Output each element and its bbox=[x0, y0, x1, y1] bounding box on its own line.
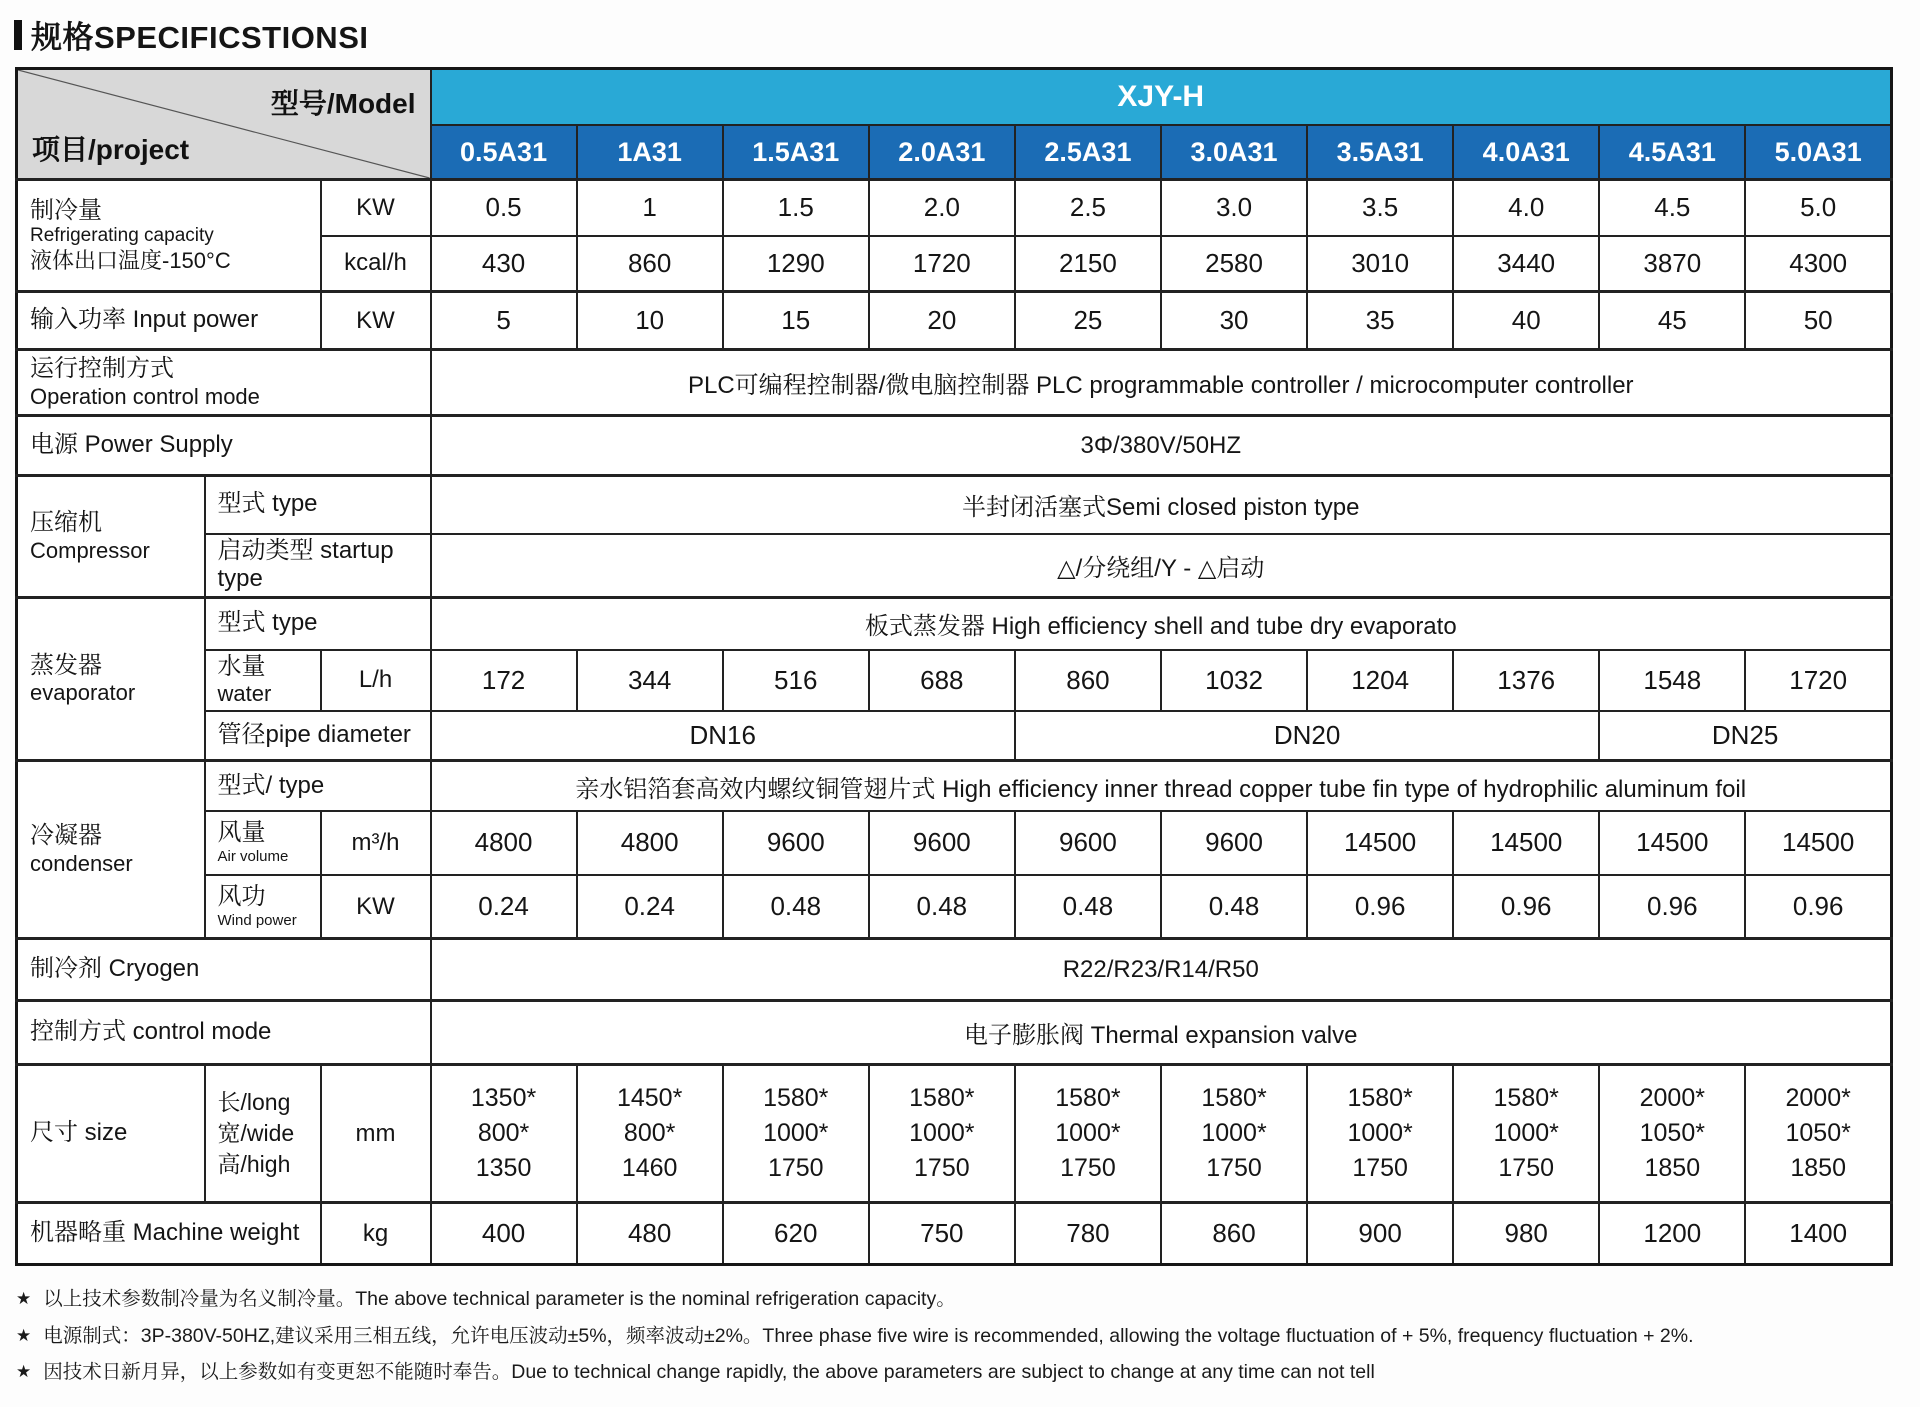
condenser-air-label bbox=[205, 811, 321, 875]
cryogen-label: 制冷剂 Cryogen bbox=[17, 939, 431, 1001]
size-value-cell bbox=[1015, 1065, 1161, 1203]
value-cell: 860 bbox=[577, 236, 723, 292]
operation-control-label bbox=[17, 350, 431, 416]
value-cell: 5.0 bbox=[1745, 180, 1891, 236]
value-cell: 4800 bbox=[577, 811, 723, 875]
size-wide: 1000* bbox=[1493, 1119, 1559, 1148]
operation-control-label-cn: 运行控制方式 bbox=[30, 354, 174, 382]
value-cell: 0.24 bbox=[431, 875, 577, 939]
size-value-cell bbox=[1161, 1065, 1307, 1203]
row-operation-control bbox=[17, 350, 1892, 416]
size-high: 1750 bbox=[1352, 1154, 1408, 1183]
size-long: 1580* bbox=[1493, 1084, 1559, 1113]
value-cell: 20 bbox=[869, 292, 1015, 350]
value-cell: 10 bbox=[577, 292, 723, 350]
capacity-kcal-unit: kcal/h bbox=[321, 236, 431, 292]
size-wide: 1000* bbox=[1055, 1119, 1121, 1148]
value-cell: 50 bbox=[1745, 292, 1891, 350]
value-cell: 4.0 bbox=[1453, 180, 1599, 236]
value-cell: 3870 bbox=[1599, 236, 1745, 292]
value-cell: 3010 bbox=[1307, 236, 1453, 292]
condenser-wind-label bbox=[205, 875, 321, 939]
size-high: 1850 bbox=[1644, 1154, 1701, 1183]
size-unit: mm bbox=[321, 1065, 431, 1203]
row-compressor-type bbox=[17, 476, 1892, 534]
value-cell: 0.48 bbox=[1161, 875, 1307, 939]
compressor-group-label bbox=[17, 476, 205, 598]
value-cell: 750 bbox=[869, 1203, 1015, 1265]
model-header: 0.5A31 bbox=[431, 125, 577, 180]
value-cell: 0.48 bbox=[723, 875, 869, 939]
row-condenser-wind-power bbox=[17, 875, 1892, 939]
value-cell: 0.48 bbox=[1015, 875, 1161, 939]
row-evaporator-water bbox=[17, 650, 1892, 711]
footnote-text: 电源制式：3P-380V-50HZ,建议采用三相五线，允许电压波动±5%，频率波动±2%。Three phase five wire is recommended, allowing the voltage fluctuation of + 5%, frequency fluctuation + 2%. bbox=[43, 1324, 1694, 1347]
size-high: 1750 bbox=[1206, 1154, 1262, 1183]
footnote-line bbox=[16, 1286, 1920, 1313]
value-cell: 3.5 bbox=[1307, 180, 1453, 236]
weight-unit: kg bbox=[321, 1203, 431, 1265]
row-size bbox=[17, 1065, 1892, 1203]
value-cell: 5 bbox=[431, 292, 577, 350]
value-cell: 4.5 bbox=[1599, 180, 1745, 236]
value-cell: 25 bbox=[1015, 292, 1161, 350]
value-cell: 688 bbox=[869, 650, 1015, 711]
power-supply-value: 3Φ/380V/50HZ bbox=[431, 416, 1892, 476]
value-cell: 14500 bbox=[1745, 811, 1891, 875]
size-long: 2000* bbox=[1785, 1084, 1851, 1113]
power-supply-label: 电源 Power Supply bbox=[17, 416, 431, 476]
condenser-wind-label-cn: 风功 bbox=[217, 883, 266, 911]
value-cell: 1 bbox=[577, 180, 723, 236]
footnote-text: 以上技术参数制冷量为名义制冷量。The above technical parameter is the nominal refrigeration capacity。 bbox=[43, 1288, 956, 1311]
condenser-type-label: 型式/ type bbox=[205, 761, 431, 811]
compressor-label-en: Compressor bbox=[30, 537, 150, 563]
model-header: 3.5A31 bbox=[1307, 125, 1453, 180]
size-long: 1350* bbox=[470, 1084, 537, 1113]
condenser-label-cn: 冷凝器 bbox=[30, 822, 102, 850]
size-dim-wide: 宽/wide bbox=[217, 1120, 295, 1147]
size-wide: 1000* bbox=[763, 1119, 829, 1148]
compressor-startup-value: △/分绕组/Y - △启动 bbox=[431, 534, 1892, 598]
size-high: 1750 bbox=[1498, 1154, 1555, 1183]
value-cell: 1400 bbox=[1745, 1203, 1891, 1265]
condenser-type-value: 亲水铝箔套高效内螺纹铜管翅片式 High efficiency inner thread copper tube fin type of hydrophilic aluminum foil bbox=[431, 761, 1892, 811]
corner-model-label: 型号/Model bbox=[270, 88, 416, 119]
size-value-cell bbox=[577, 1065, 723, 1203]
size-high: 1750 bbox=[1060, 1154, 1116, 1183]
size-wide: 1050* bbox=[1639, 1119, 1705, 1148]
size-wide: 800* bbox=[623, 1119, 676, 1148]
evaporator-type-value: 板式蒸发器 High efficiency shell and tube dry evaporato bbox=[431, 598, 1892, 650]
evaporator-group-label bbox=[17, 598, 205, 761]
condenser-group-label bbox=[17, 761, 205, 939]
size-high: 1350 bbox=[475, 1154, 532, 1183]
row-condenser-type bbox=[17, 761, 1892, 811]
evaporator-type-label: 型式 type bbox=[205, 598, 431, 650]
model-header: 2.5A31 bbox=[1015, 125, 1161, 180]
value-cell: 9600 bbox=[869, 811, 1015, 875]
size-high: 1750 bbox=[767, 1154, 824, 1183]
capacity-label-note: 液体出口温度-150°C bbox=[30, 248, 231, 274]
capacity-label-en: Refrigerating capacity bbox=[30, 225, 214, 247]
condenser-label-en: condenser bbox=[30, 850, 133, 876]
operation-control-value: PLC可编程控制器/微电脑控制器 PLC programmable controller / microcomputer controller bbox=[431, 350, 1892, 416]
row-input-power bbox=[17, 292, 1892, 350]
size-value-cell bbox=[1599, 1065, 1745, 1203]
value-cell: 980 bbox=[1453, 1203, 1599, 1265]
value-cell: 2.5 bbox=[1015, 180, 1161, 236]
value-cell: 400 bbox=[431, 1203, 577, 1265]
value-cell: 1720 bbox=[869, 236, 1015, 292]
value-cell: 172 bbox=[431, 650, 577, 711]
model-header: 1.5A31 bbox=[723, 125, 869, 180]
size-value-cell bbox=[1745, 1065, 1891, 1203]
row-control-mode bbox=[17, 1001, 1892, 1065]
size-long: 1580* bbox=[763, 1084, 829, 1113]
value-cell: 780 bbox=[1015, 1203, 1161, 1265]
model-header: 5.0A31 bbox=[1745, 125, 1891, 180]
model-header: 2.0A31 bbox=[869, 125, 1015, 180]
value-cell: 30 bbox=[1161, 292, 1307, 350]
star-icon: ★ bbox=[16, 1361, 32, 1381]
value-cell: 14500 bbox=[1453, 811, 1599, 875]
page-header bbox=[14, 12, 1920, 57]
value-cell: 2150 bbox=[1015, 236, 1161, 292]
value-cell: 516 bbox=[723, 650, 869, 711]
control-mode-value: 电子膨胀阀 Thermal expansion valve bbox=[431, 1001, 1892, 1065]
value-cell: 1.5 bbox=[723, 180, 869, 236]
size-high: 1850 bbox=[1790, 1154, 1846, 1183]
value-cell: 0.5 bbox=[431, 180, 577, 236]
size-value-cell bbox=[723, 1065, 869, 1203]
evaporator-water-unit: L/h bbox=[321, 650, 431, 711]
condenser-air-label-cn: 风量 bbox=[217, 819, 266, 847]
size-wide: 800* bbox=[477, 1119, 530, 1148]
value-cell: 900 bbox=[1307, 1203, 1453, 1265]
model-header: 1A31 bbox=[577, 125, 723, 180]
value-cell: 9600 bbox=[723, 811, 869, 875]
size-value-cell bbox=[1453, 1065, 1599, 1203]
star-icon: ★ bbox=[16, 1289, 32, 1309]
value-cell: 0.24 bbox=[577, 875, 723, 939]
value-cell: 35 bbox=[1307, 292, 1453, 350]
input-power-label: 输入功率 Input power bbox=[17, 292, 321, 350]
evaporator-water-label bbox=[205, 650, 321, 711]
series-header: XJY-H bbox=[431, 69, 1892, 126]
value-cell: 3.0 bbox=[1161, 180, 1307, 236]
size-long: 1580* bbox=[1347, 1084, 1413, 1113]
value-cell: 1548 bbox=[1599, 650, 1745, 711]
value-cell: 45 bbox=[1599, 292, 1745, 350]
value-cell: 344 bbox=[577, 650, 723, 711]
input-power-unit: KW bbox=[321, 292, 431, 350]
value-cell: 860 bbox=[1015, 650, 1161, 711]
model-header: 4.0A31 bbox=[1453, 125, 1599, 180]
row-evaporator-type bbox=[17, 598, 1892, 650]
value-cell: 1204 bbox=[1307, 650, 1453, 711]
condenser-wind-label-en: Wind power bbox=[217, 911, 297, 929]
size-dimension-labels bbox=[205, 1065, 321, 1203]
footnote-line bbox=[16, 1359, 1920, 1386]
size-long: 1580* bbox=[1055, 1084, 1121, 1113]
star-icon: ★ bbox=[16, 1325, 32, 1345]
value-cell: 860 bbox=[1161, 1203, 1307, 1265]
row-series-header bbox=[17, 69, 1892, 126]
pipe-diameter-dn16: DN16 bbox=[431, 711, 1015, 761]
size-dim-long: 长/long bbox=[217, 1089, 291, 1116]
size-value-cell bbox=[869, 1065, 1015, 1203]
weight-label: 机器略重 Machine weight bbox=[17, 1203, 321, 1265]
size-dim-high: 高/high bbox=[217, 1151, 291, 1178]
value-cell: 15 bbox=[723, 292, 869, 350]
footnote-text: 因技术日新月异，以上参数如有变更恕不能随时奉告。Due to technical change rapidly, the above parameters are subject to change at any time can not tell bbox=[43, 1360, 1375, 1383]
value-cell: 430 bbox=[431, 236, 577, 292]
corner-project-label: 项目/project bbox=[32, 134, 190, 165]
value-cell: 0.96 bbox=[1453, 875, 1599, 939]
value-cell: 4300 bbox=[1745, 236, 1891, 292]
condenser-air-unit: m³/h bbox=[321, 811, 431, 875]
evaporator-water-label-en: water bbox=[217, 681, 272, 707]
control-mode-label: 控制方式 control mode bbox=[17, 1001, 431, 1065]
value-cell: 0.96 bbox=[1307, 875, 1453, 939]
value-cell: 620 bbox=[723, 1203, 869, 1265]
size-wide: 1000* bbox=[1347, 1119, 1413, 1148]
value-cell: 1720 bbox=[1745, 650, 1891, 711]
size-long: 1580* bbox=[909, 1084, 975, 1113]
value-cell: 480 bbox=[577, 1203, 723, 1265]
title-accent-bar bbox=[14, 20, 22, 50]
size-value-cell bbox=[1307, 1065, 1453, 1203]
value-cell: 40 bbox=[1453, 292, 1599, 350]
value-cell: 9600 bbox=[1161, 811, 1307, 875]
pipe-diameter-dn20: DN20 bbox=[1015, 711, 1599, 761]
compressor-label-cn: 压缩机 bbox=[30, 508, 102, 536]
condenser-wind-unit: KW bbox=[321, 875, 431, 939]
value-cell: 0.96 bbox=[1745, 875, 1891, 939]
model-header: 3.0A31 bbox=[1161, 125, 1307, 180]
footnote-line bbox=[16, 1323, 1920, 1350]
evaporator-label-en: evaporator bbox=[30, 680, 136, 706]
evaporator-pipe-label: 管径pipe diameter bbox=[205, 711, 431, 761]
row-capacity-kw bbox=[17, 180, 1892, 236]
row-evaporator-pipe bbox=[17, 711, 1892, 761]
size-wide: 1050* bbox=[1785, 1119, 1851, 1148]
value-cell: 2.0 bbox=[869, 180, 1015, 236]
compressor-startup-label: 启动类型 startup type bbox=[205, 534, 431, 598]
value-cell: 14500 bbox=[1307, 811, 1453, 875]
compressor-type-label: 型式 type bbox=[205, 476, 431, 534]
evaporator-label-cn: 蒸发器 bbox=[30, 651, 102, 679]
value-cell: 2580 bbox=[1161, 236, 1307, 292]
operation-control-label-en: Operation control mode bbox=[30, 383, 260, 409]
evaporator-water-label-cn: 水量 bbox=[217, 652, 266, 680]
row-power-supply bbox=[17, 416, 1892, 476]
size-wide: 1000* bbox=[909, 1119, 975, 1148]
size-long: 1450* bbox=[616, 1084, 683, 1113]
corner-header-cell bbox=[17, 69, 431, 180]
compressor-type-value: 半封闭活塞式Semi closed piston type bbox=[431, 476, 1892, 534]
footnotes bbox=[16, 1286, 1920, 1386]
spec-table bbox=[15, 67, 1893, 1266]
value-cell: 1200 bbox=[1599, 1203, 1745, 1265]
capacity-kw-unit: KW bbox=[321, 180, 431, 236]
value-cell: 4800 bbox=[431, 811, 577, 875]
value-cell: 9600 bbox=[1015, 811, 1161, 875]
value-cell: 1376 bbox=[1453, 650, 1599, 711]
value-cell: 14500 bbox=[1599, 811, 1745, 875]
page-title: 规格SPECIFICSTIONSI bbox=[31, 20, 369, 55]
capacity-label-cn: 制冷量 bbox=[30, 196, 102, 224]
condenser-air-label-en: Air volume bbox=[217, 848, 289, 866]
cryogen-value: R22/R23/R14/R50 bbox=[431, 939, 1892, 1001]
row-condenser-air-volume bbox=[17, 811, 1892, 875]
model-header: 4.5A31 bbox=[1599, 125, 1745, 180]
size-value-cell bbox=[431, 1065, 577, 1203]
value-cell: 1032 bbox=[1161, 650, 1307, 711]
capacity-label-cell bbox=[17, 180, 321, 292]
size-high: 1750 bbox=[914, 1154, 970, 1183]
row-machine-weight bbox=[17, 1203, 1892, 1265]
row-cryogen bbox=[17, 939, 1892, 1001]
value-cell: 1290 bbox=[723, 236, 869, 292]
pipe-diameter-dn25: DN25 bbox=[1599, 711, 1891, 761]
value-cell: 0.96 bbox=[1599, 875, 1745, 939]
size-label: 尺寸 size bbox=[17, 1065, 205, 1203]
size-wide: 1000* bbox=[1201, 1119, 1267, 1148]
row-compressor-startup bbox=[17, 534, 1892, 598]
size-long: 2000* bbox=[1639, 1084, 1705, 1113]
value-cell: 3440 bbox=[1453, 236, 1599, 292]
value-cell: 0.48 bbox=[869, 875, 1015, 939]
size-high: 1460 bbox=[621, 1154, 678, 1183]
size-long: 1580* bbox=[1201, 1084, 1267, 1113]
